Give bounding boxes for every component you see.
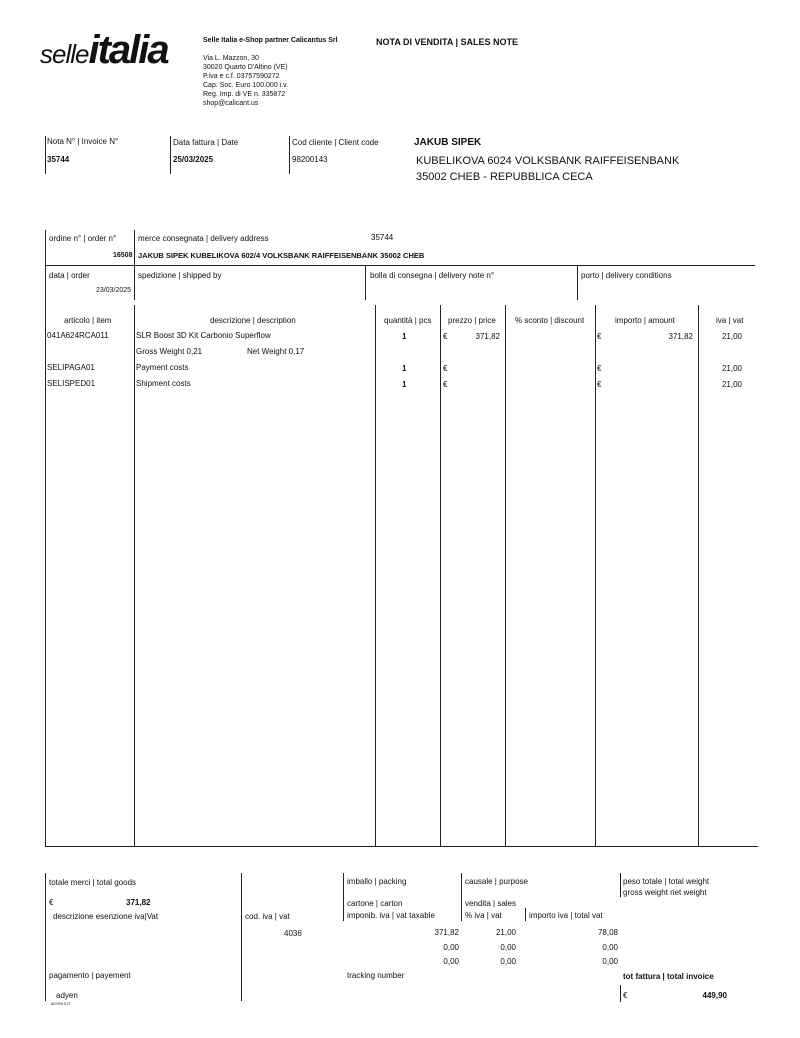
header-price: prezzo | price <box>448 316 496 325</box>
total-goods-currency: € <box>49 898 54 907</box>
row-1-vat: 21,00 <box>721 332 742 341</box>
payment-label: pagamento | payement <box>49 971 131 980</box>
selle-italia-logo <box>40 30 168 70</box>
divider <box>289 136 290 174</box>
total-invoice-currency: € <box>623 991 628 1000</box>
row-3-vat: 21,00 <box>721 380 742 389</box>
logo-text-italia: italia <box>88 28 168 72</box>
column-divider <box>134 305 135 847</box>
divider <box>365 266 366 300</box>
row-2-price-currency: € <box>443 364 448 373</box>
column-divider <box>440 305 441 847</box>
company-email: shop@calicant.us <box>203 100 259 107</box>
weight-subheader: gross weight net weight <box>623 888 707 897</box>
delivery-address: JAKUB SIPEK KUBELIKOVA 602/4 VOLKSBANK RAIFFEISENBANK 35002 CHEB <box>138 251 425 260</box>
divider <box>45 136 46 174</box>
company-address-1: Via L. Mazzon, 30 <box>203 55 259 62</box>
order-row-divider <box>45 265 755 266</box>
row-2-description: Payment costs <box>136 363 189 372</box>
purpose-value: vendita | sales <box>465 899 516 908</box>
net-weight: Net Weight 0,17 <box>247 347 305 356</box>
company-vat: P.iva e c.f. 03757590272 <box>203 73 280 80</box>
delivery-address-label: merce consegnata | delivery address <box>138 234 269 243</box>
company-registry: Reg. Imp. di VE n. 335872 <box>203 91 286 98</box>
row-2-amount-currency: € <box>597 364 602 373</box>
column-divider <box>375 305 376 847</box>
client-code-label: Cod cliente | Client code <box>292 138 379 147</box>
vat-code-label: cod. iva | vat <box>245 912 290 921</box>
divider <box>461 873 462 921</box>
header-description: descrizione | description <box>210 316 296 325</box>
divider <box>134 230 135 266</box>
header-amount: importo | amount <box>615 316 675 325</box>
divider <box>134 266 135 300</box>
divider <box>45 873 46 1001</box>
payment-value: adyen <box>56 991 78 1000</box>
delivery-note-label: bolla di consegna | delivery note n° <box>370 271 495 280</box>
row-1-amount: 371,82 <box>668 332 693 341</box>
order-date-label: data | order <box>49 271 90 280</box>
column-divider <box>698 305 699 847</box>
taxable-3: 0,00 <box>443 957 459 966</box>
logo-text-selle: selle <box>40 39 89 69</box>
customer-name: JAKUB SIPEK <box>414 137 482 148</box>
carton-label: cartone | carton <box>347 899 403 908</box>
divider <box>241 873 242 1001</box>
gross-weight: Gross Weight 0,21 <box>136 347 203 356</box>
total-weight-label: peso totale | total weight <box>623 877 710 886</box>
company-address-2: 30020 Quarto D'Altino (VE) <box>203 64 288 71</box>
client-code: 98200143 <box>292 155 328 164</box>
total-goods-label: totale merci | total goods <box>49 878 137 887</box>
total-invoice: 449,90 <box>702 991 727 1000</box>
divider <box>525 908 526 921</box>
vat-rate-label: % iva | vat <box>465 911 502 920</box>
vat-rate-2: 0,00 <box>500 943 516 952</box>
row-3-article: SELISPED01 <box>47 379 96 388</box>
company-name: Selle Italia e-Shop partner Calicantus Srl <box>203 37 338 44</box>
row-3-price-currency: € <box>443 380 448 389</box>
order-number: 16508 <box>113 252 133 259</box>
header-discount: % sconto | discount <box>515 316 585 325</box>
vat-amount-2: 0,00 <box>602 943 618 952</box>
divider <box>620 985 621 1002</box>
row-2-qty: 1 <box>402 364 407 373</box>
vat-amount-3: 0,00 <box>602 957 618 966</box>
company-capital: Cap. Soc. Euro 100.000 i.v. <box>203 82 289 89</box>
vat-amount-1: 78,08 <box>597 928 618 937</box>
divider <box>620 873 621 897</box>
row-3-amount-currency: € <box>597 380 602 389</box>
delivery-conditions-label: porto | delivery conditions <box>581 271 672 280</box>
row-1-description: SLR Boost 3D Kit Carbonio Superflow <box>136 331 271 340</box>
customer-address-line-1: KUBELIKOVA 6024 VOLKSBANK RAIFFEISENBANK <box>416 155 680 167</box>
table-left-border <box>45 230 46 847</box>
row-1-qty: 1 <box>402 332 407 341</box>
row-2-vat: 21,00 <box>721 364 742 373</box>
total-vat-label: importo iva | total vat <box>529 911 603 920</box>
shipped-by-label: spedizione | shipped by <box>138 271 222 280</box>
row-3-description: Shipment costs <box>136 379 191 388</box>
header-vat: iva | vat <box>716 316 744 325</box>
order-date: 23/03/2025 <box>96 287 132 294</box>
invoice-number-label: Nota N° | Invoice N° <box>47 137 119 146</box>
vat-code: 4036 <box>284 929 302 938</box>
invoice-date-label: Data fattura | Date <box>173 138 239 147</box>
row-1-price-currency: € <box>443 332 448 341</box>
row-3-qty: 1 <box>402 380 407 389</box>
header-qty: quantità | pcs <box>384 316 432 325</box>
taxable-2: 0,00 <box>443 943 459 952</box>
divider <box>343 873 344 921</box>
divider <box>577 266 578 300</box>
delivery-code: 35744 <box>371 233 394 242</box>
column-divider <box>505 305 506 847</box>
invoice-date: 25/03/2025 <box>173 155 214 164</box>
row-2-article: SELIPAGA01 <box>47 363 95 372</box>
total-goods: 371,82 <box>126 898 151 907</box>
vat-taxable-label: imponib. iva | vat taxable <box>347 911 435 920</box>
row-1-amount-currency: € <box>597 332 602 341</box>
vat-rate-3: 0,00 <box>500 957 516 966</box>
vat-rate-1: 21,00 <box>495 928 516 937</box>
table-bottom-border <box>45 846 758 847</box>
order-number-label: ordine n° | order n° <box>49 234 117 243</box>
customer-address-line-2: 35002 CHEB - REPUBBLICA CECA <box>416 171 593 183</box>
divider <box>170 136 171 174</box>
payment-small-text: ADYEN EXT <box>51 1002 71 1006</box>
packing-label: imballo | packing <box>347 877 407 886</box>
taxable-1: 371,82 <box>434 928 459 937</box>
tracking-number-label: tracking number <box>347 971 405 980</box>
row-1-article: 041A624RCA011 <box>47 331 109 340</box>
document-title: NOTA DI VENDITA | SALES NOTE <box>376 37 519 47</box>
column-divider <box>595 305 596 847</box>
row-1-price: 371,82 <box>475 332 500 341</box>
purpose-label: causale | purpose <box>465 877 529 886</box>
total-invoice-label: tot fattura | total invoice <box>623 972 714 981</box>
header-article: articolo | item <box>64 316 112 325</box>
invoice-number: 35744 <box>47 155 70 164</box>
vat-exemption-label: descrizione esenzione iva|Vat <box>53 912 159 921</box>
